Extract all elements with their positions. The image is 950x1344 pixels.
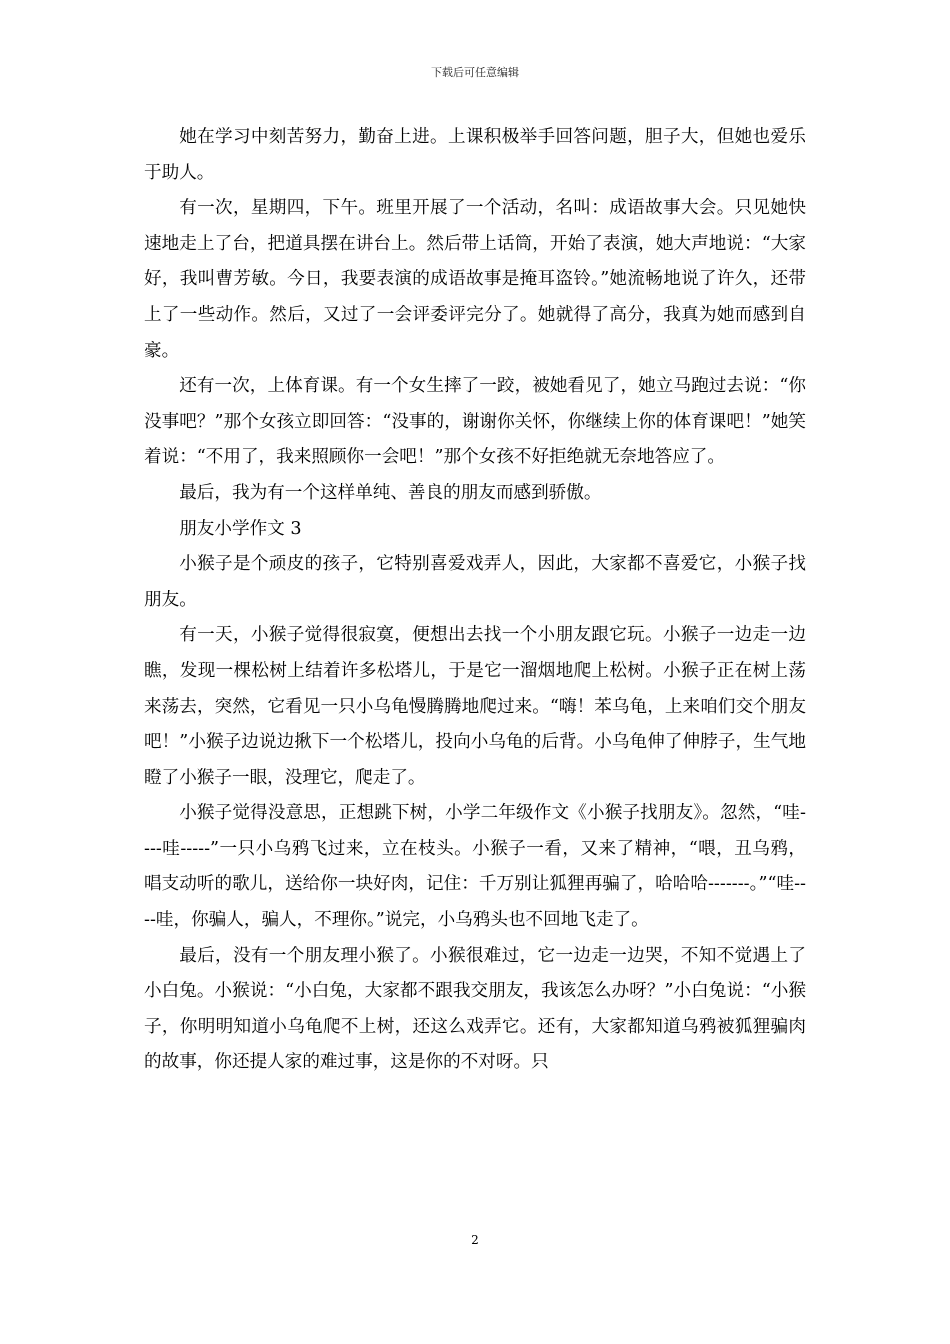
- paragraph: 还有一次，上体育课。有一个女生摔了一跤，被她看见了，她立马跑过去说：“你没事吧？”那个女孩立即回答：“没事的，谢谢你关怀，你继续上你的体育课吧！”她笑着说：“不用了，我来照顾你一会吧！”那个女孩不好拒绝就无奈地答应了。: [144, 376, 806, 468]
- paragraph: 最后，没有一个朋友理小猴了。小猴很难过，它一边走一边哭，不知不觉遇上了小白兔。小猴说：“小白兔，大家都不跟我交朋友，我该怎么办呀？”小白兔说：“小猴子，你明明知道小乌龟爬不上树，还这么戏弄它。还有，大家都知道乌鸦被狐狸骗肉的故事，你还提人家的难过事，这是你的不对呀。只: [144, 945, 806, 1073]
- paragraph: 小猴子是个顽皮的孩子，它特别喜爱戏弄人，因此，大家都不喜爱它，小猴子找朋友。: [144, 554, 806, 610]
- page-header: 下载后可任意编辑: [431, 66, 519, 79]
- paragraph: 小猴子觉得没意思，正想跳下树，小学二年级作文《小猴子找朋友》。忽然，“哇----哇-----”一只小乌鸦飞过来，立在枝头。小猴子一看，又来了精神，“喂，丑乌鸦，唱支动听的歌儿，送给你一块好肉，记住：千万别让狐狸再骗了，哈哈哈-------。”“哇----哇，你骗人，骗人，不理你。”说完，小乌鸦头也不回地飞走了。: [144, 803, 806, 931]
- document-body: [144, 120, 806, 1081]
- paragraph: 最后，我为有一个这样单纯、善良的朋友而感到骄傲。: [179, 482, 602, 503]
- paragraph: 她在学习中刻苦努力，勤奋上进。上课积极举手回答问题，胆子大，但她也爱乐于助人。: [144, 127, 806, 183]
- paragraph: 有一次，星期四，下午。班里开展了一个活动，名叫：成语故事大会。只见她快速地走上了台，把道具摆在讲台上。然后带上话筒，开始了表演，她大声地说：“大家好，我叫曹芳敏。今日，我要表演的成语故事是掩耳盗铃。”她流畅地说了许久，还带上了一些动作。然后，又过了一会评委评完分了。她就得了高分，我真为她而感到自豪。: [144, 198, 806, 361]
- section-heading: 朋友小学作文 3: [179, 518, 302, 539]
- paragraph: 有一天，小猴子觉得很寂寞，便想出去找一个小朋友跟它玩。小猴子一边走一边瞧，发现一棵松树上结着许多松塔儿，于是它一溜烟地爬上松树。小猴子正在树上荡来荡去，突然，它看见一只小乌龟慢腾腾地爬过来。“嗨！苯乌龟，上来咱们交个朋友吧！”小猴子边说边揪下一个松塔儿，投向小乌龟的后背。小乌龟伸了伸脖子，生气地瞪了小猴子一眼，没理它，爬走了。: [144, 625, 806, 788]
- page-number: 2: [471, 1233, 479, 1247]
